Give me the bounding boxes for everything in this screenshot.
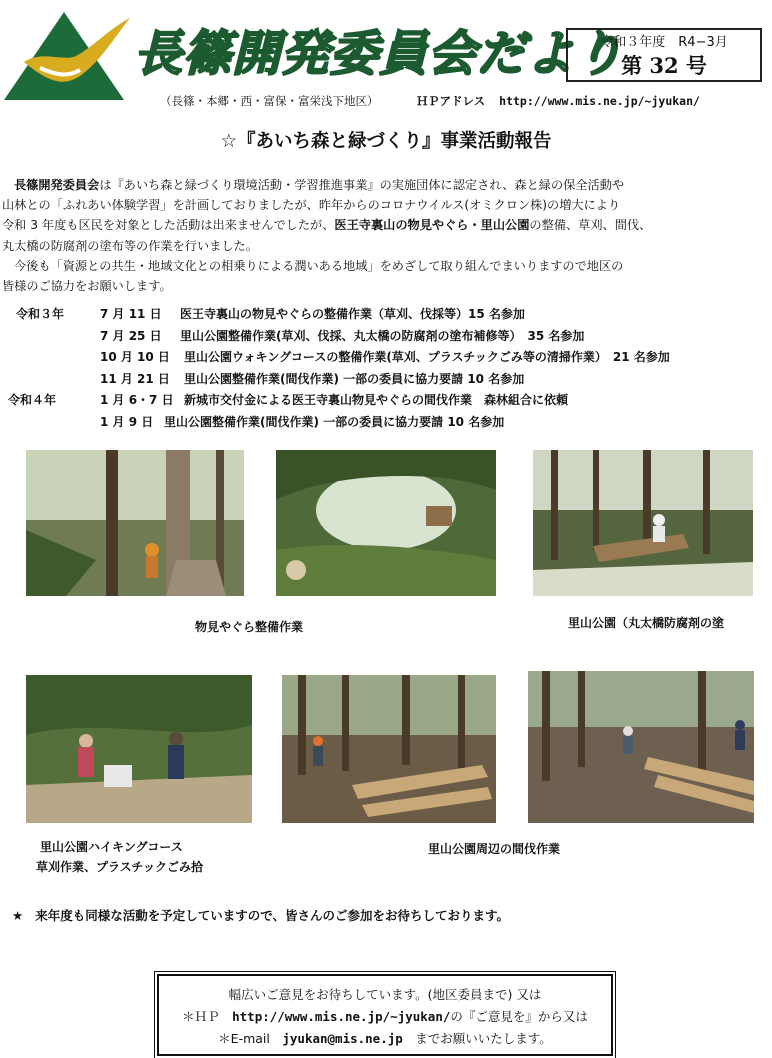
contact-box [157, 974, 613, 1056]
schedule-row [0, 347, 772, 369]
schedule-row [0, 326, 772, 348]
photo-thinning-work-2 [528, 671, 754, 823]
schedule-year: 令和４年 [8, 393, 57, 407]
schedule-desc: 新城市交付金による医王寺裏山物見やぐらの間伐作業 森林組合に依頼 [184, 393, 569, 407]
caption-hiking-course-sub: 草刈作業、プラスチックごみ拾 [36, 860, 204, 874]
contact-email[interactable]: jyukan@mis.ne.jp [282, 1031, 403, 1046]
schedule-desc: 里山公園整備作業(間伐作業) 一部の委員に協力要請 10 名参加 [184, 371, 525, 386]
schedule-date: 7 月 11 日 [100, 307, 162, 321]
contact-email-label: ＊E-mail [218, 1031, 283, 1046]
schedule-row [0, 304, 772, 326]
contact-email-suffix: までお願いいたします。 [402, 1031, 552, 1046]
schedule-row [0, 412, 772, 434]
headline: ☆『あいち森と緑づくり』事業活動報告 [220, 131, 552, 152]
schedule-date: 7 月 25 日 [100, 328, 162, 343]
schedule-date: 1 月 6・7 日 [100, 393, 174, 407]
issue-number: 第 32 号 [621, 53, 707, 78]
contact-hp-label: ＊ＨＰ [182, 1009, 233, 1024]
schedule-date: 1 月 9 日 [100, 414, 154, 429]
intro-line: 令和 3 年度も区民を対象とした活動は出来ませんでしたが、 [2, 218, 335, 233]
schedule-date: 11 月 21 日 [100, 371, 170, 386]
activity-schedule [0, 304, 772, 433]
caption-watchtower: 物見やぐら整備作業 [195, 620, 304, 634]
schedule-desc: 里山公園整備作業(間伐作業) 一部の委員に協力要請 10 名参加 [164, 414, 505, 429]
closing-text: 来年度も同様な活動を予定していますので、皆さんのご参加をお待ちしております。 [35, 908, 509, 923]
issue-box [566, 28, 762, 82]
photo-hiking-course-cleanup [26, 675, 252, 823]
contact-line-2 [159, 1006, 611, 1028]
contact-line-1: 幅広いご意見をお待ちしています。(地区委員まで) 又は [228, 987, 542, 1002]
contact-line-3 [159, 1028, 611, 1050]
district-list: （長篠・本郷・西・富保・富栄浅下地区） [160, 94, 379, 108]
caption-log-bridge: 里山公園（丸太橋防腐剤の塗 [568, 616, 725, 630]
contact-hp-url[interactable]: http://www.mis.ne.jp/~jyukan/ [232, 1009, 451, 1024]
photo-forest-clearing [276, 450, 496, 596]
hp-label: ＨＰアドレス [416, 94, 486, 108]
schedule-desc: 里山公園ウォキングコースの整備作業(草刈、プラスチックごみ等の清掃作業） 21 名参加 [184, 350, 670, 364]
caption-hiking-course: 里山公園ハイキングコース [40, 840, 183, 854]
schedule-row [0, 390, 772, 412]
intro-org-name: 長篠開発委員会 [14, 178, 100, 192]
schedule-row [0, 369, 772, 391]
intro-line: の整備、草刈、間伐、 [529, 218, 652, 233]
intro-highlight: 医王寺裏山の物見やぐら・里山公園 [334, 218, 530, 233]
star-icon: ★ [12, 908, 24, 923]
masthead-title: 長篠開発委員会だより [134, 26, 625, 82]
schedule-year: 令和３年 [16, 307, 65, 321]
contact-hp-suffix: の『ご意見を』から又は [450, 1009, 588, 1024]
photo-watchtower-work [26, 450, 244, 596]
photo-log-bridge-treatment [533, 450, 753, 596]
issue-date: 令和３年度 R4−3月 [600, 35, 728, 50]
intro-text [2, 175, 768, 296]
schedule-desc: 里山公園整備作業(草刈、伐採、丸太橋の防腐剤の塗布補修等） 35 名参加 [180, 328, 585, 343]
closing-message [12, 906, 772, 926]
schedule-date: 10 月 10 日 [100, 350, 170, 364]
intro-line: 丸太橋の防腐剤の塗布等の作業を行いました。 [2, 238, 258, 253]
header-subline [160, 92, 760, 110]
schedule-desc: 医王寺裏山の物見やぐらの整備作業（草刈、伐採等）15 名参加 [180, 307, 525, 321]
intro-line: は『あいち森と緑づくり環境活動・学習推進事業』の実施団体に認定され、森と緑の保全活動や [99, 178, 625, 192]
intro-line: 皆様のご協力をお願いします。 [2, 279, 172, 294]
intro-line: 山林との「ふれあい体験学習」を計画しておりましたが、昨年からのコロナウイルス(オミクロン株)の増大により [2, 198, 621, 213]
caption-thinning: 里山公園周辺の間伐作業 [428, 842, 561, 856]
committee-logo [2, 4, 132, 102]
intro-line: 今後も「資源との共生・地域文化との相乗りによる潤いある地域」をめざして取り組んでまいりますので地区の [14, 258, 624, 273]
hp-url[interactable]: http://www.mis.ne.jp/~jyukan/ [499, 94, 700, 108]
photo-thinning-work-1 [282, 675, 496, 823]
